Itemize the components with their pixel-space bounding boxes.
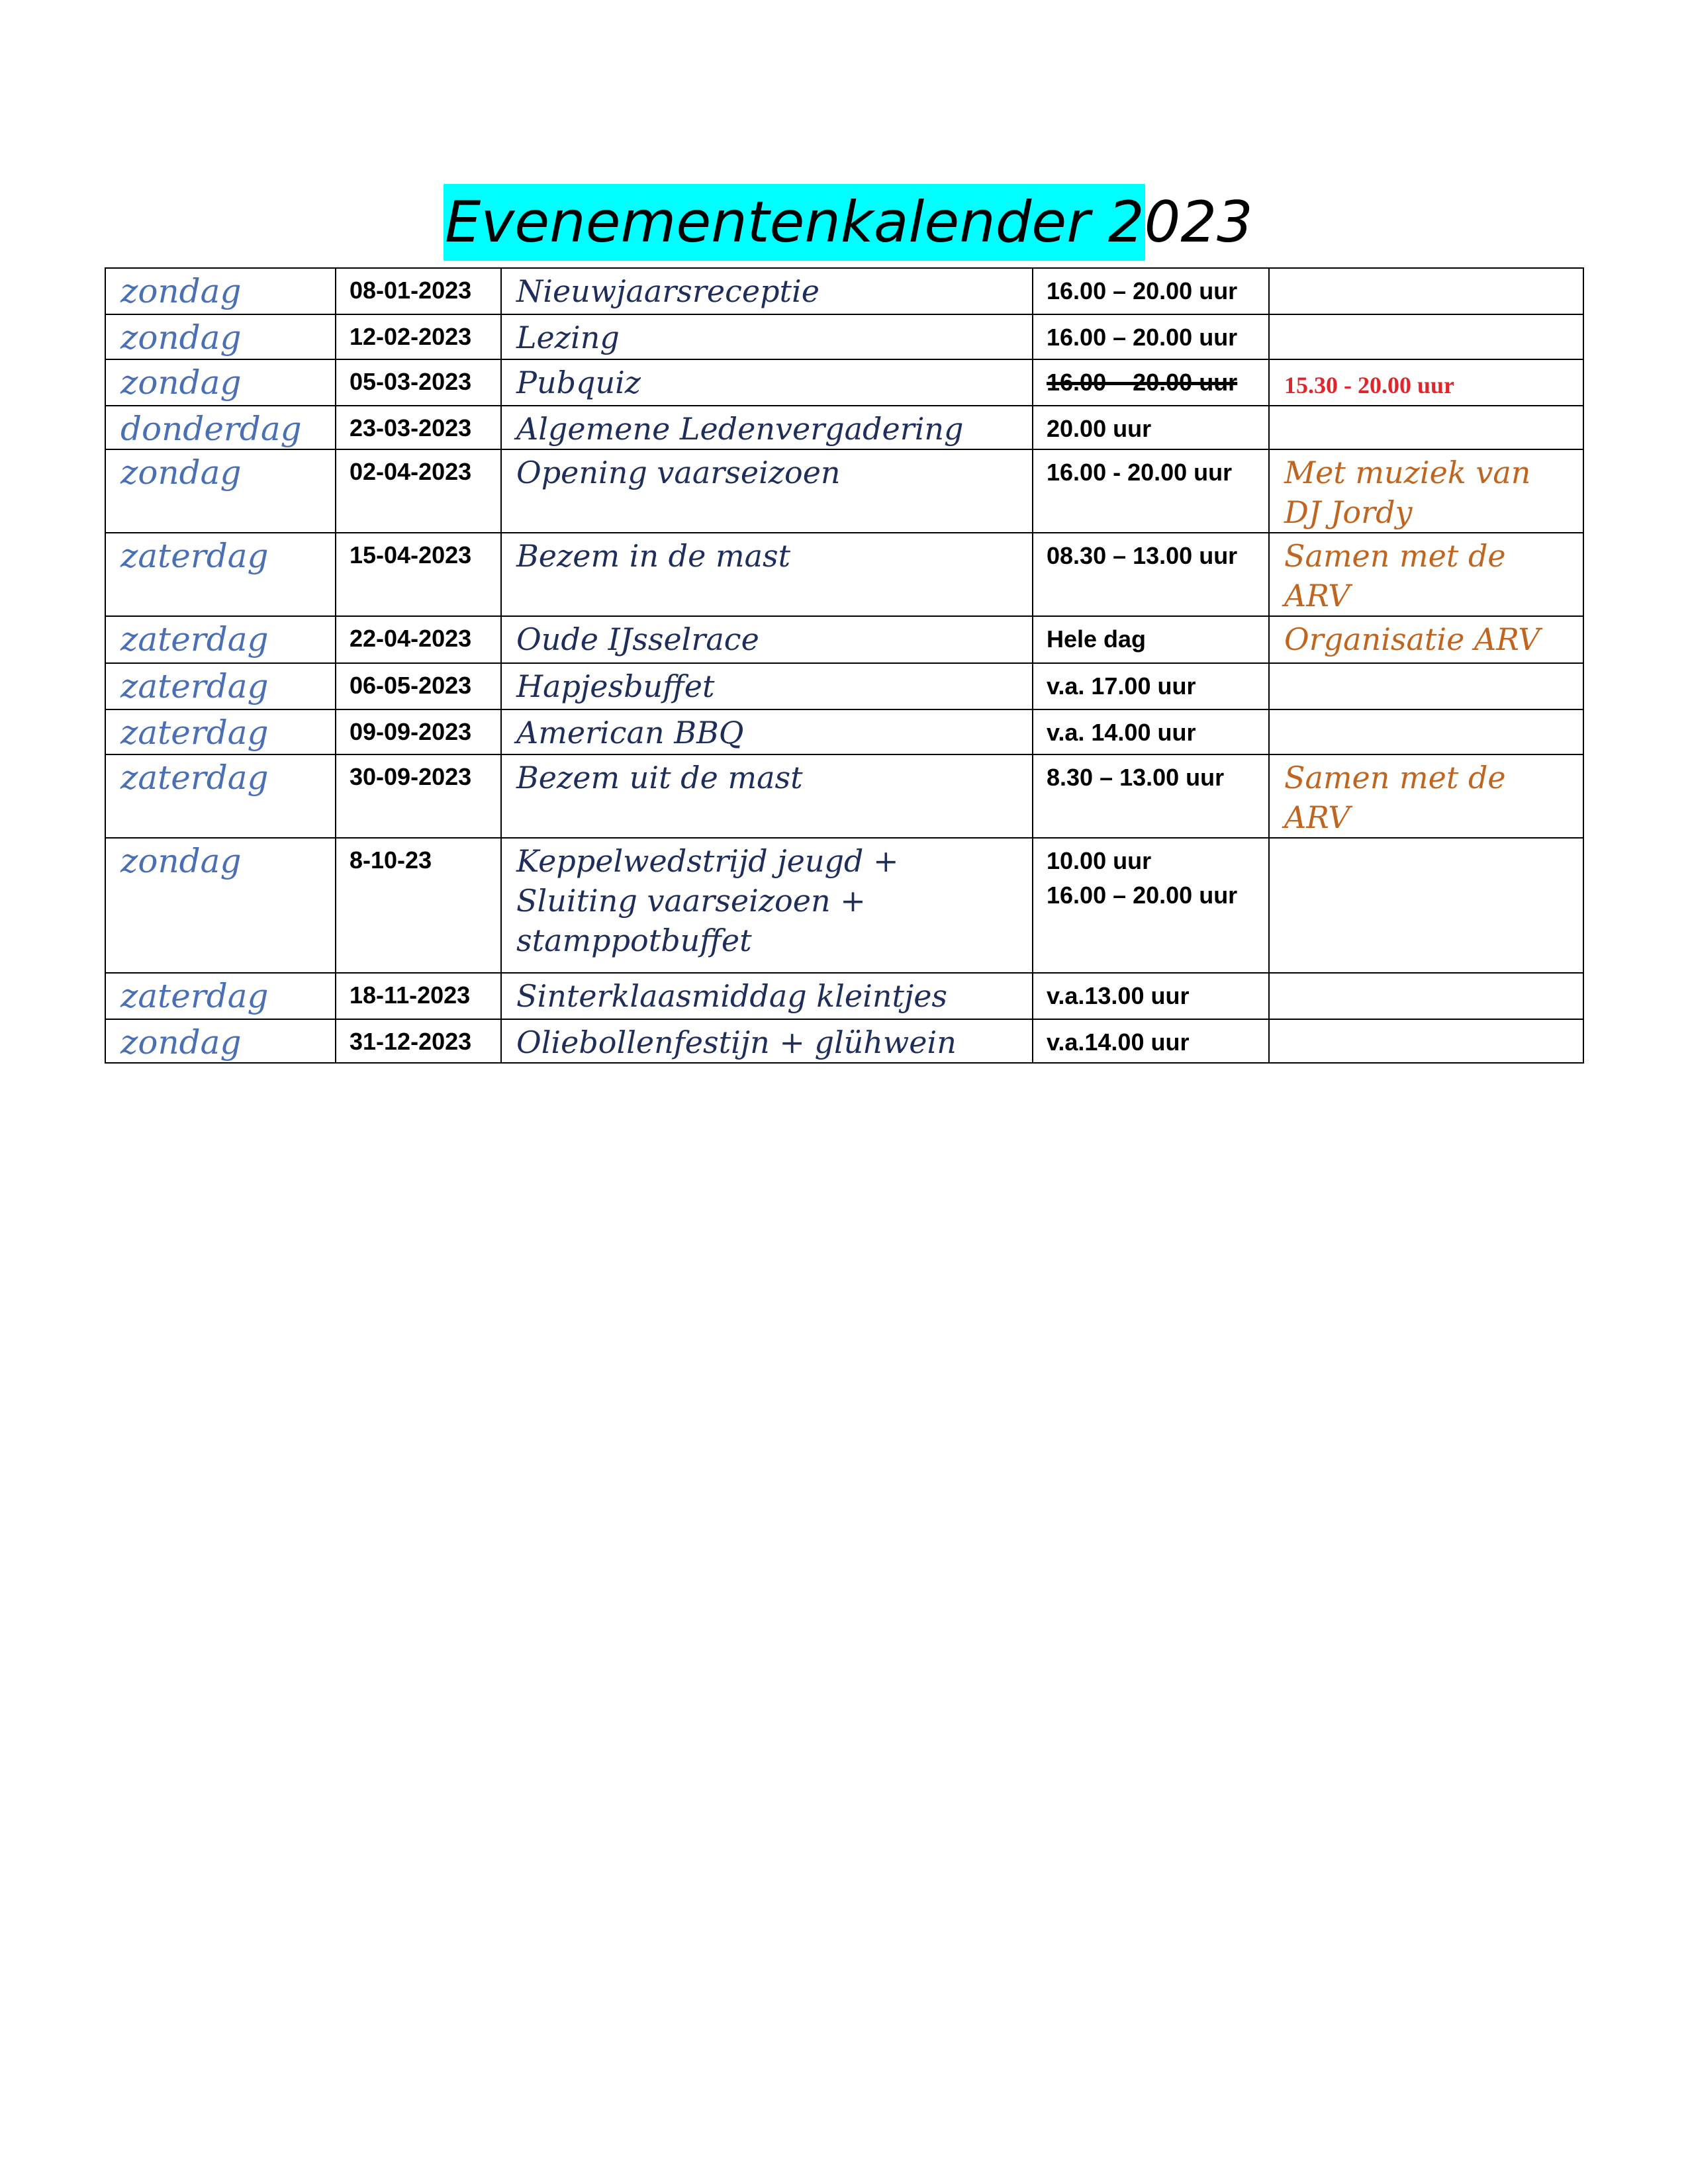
date-cell: 31-12-2023 <box>336 1019 501 1063</box>
note-cell <box>1269 973 1583 1019</box>
note-cell <box>1269 709 1583 754</box>
time-cell <box>1033 359 1269 406</box>
day-cell: zaterdag <box>105 754 336 838</box>
date-cell: 06-05-2023 <box>336 663 501 709</box>
date-cell: 05-03-2023 <box>336 359 501 406</box>
table-row <box>105 314 1583 359</box>
day-cell: zaterdag <box>105 973 336 1019</box>
time-cell: 08.30 – 13.00 uur <box>1033 533 1269 616</box>
table-row <box>105 449 1583 533</box>
page-title: Evenementenkalender 2023 <box>444 184 1145 261</box>
event-cell: Pubquiz <box>501 359 1033 406</box>
event-cell: Oliebollenfestijn + glühwein <box>501 1019 1033 1063</box>
table-row <box>105 1019 1583 1063</box>
table-row <box>105 754 1583 838</box>
time-cell: 20.00 uur <box>1033 406 1269 449</box>
table-row <box>105 533 1583 616</box>
date-cell: 15-04-2023 <box>336 533 501 616</box>
table-row <box>105 616 1583 663</box>
time-cell: 16.00 - 20.00 uur <box>1033 449 1269 533</box>
table-row <box>105 268 1583 314</box>
time-cell: 10.00 uur 16.00 – 20.00 uur <box>1033 838 1269 973</box>
event-cell: Algemene Ledenvergadering <box>501 406 1033 449</box>
table-row <box>105 359 1583 406</box>
date-cell: 22-04-2023 <box>336 616 501 663</box>
event-cell: American BBQ <box>501 709 1033 754</box>
day-cell: donderdag <box>105 406 336 449</box>
event-calendar-table <box>105 267 1584 1064</box>
date-cell: 8-10-23 <box>336 838 501 973</box>
day-cell: zondag <box>105 838 336 973</box>
day-cell: zondag <box>105 268 336 314</box>
note-cell <box>1269 359 1583 406</box>
day-cell: zondag <box>105 359 336 406</box>
note-cell: Samen met de ARV <box>1269 754 1583 838</box>
day-cell: zondag <box>105 1019 336 1063</box>
date-cell: 18-11-2023 <box>336 973 501 1019</box>
note-cell <box>1269 406 1583 449</box>
date-cell: 09-09-2023 <box>336 709 501 754</box>
date-cell: 08-01-2023 <box>336 268 501 314</box>
note-cell: Samen met de ARV <box>1269 533 1583 616</box>
time-cell: 8.30 – 13.00 uur <box>1033 754 1269 838</box>
day-cell: zaterdag <box>105 616 336 663</box>
table-row <box>105 406 1583 449</box>
date-cell: 12-02-2023 <box>336 314 501 359</box>
event-cell: Keppelwedstrijd jeugd + Sluiting vaarseizoen + stamppotbuffet <box>501 838 1033 973</box>
date-cell: 30-09-2023 <box>336 754 501 838</box>
note-cell <box>1269 838 1583 973</box>
event-cell: Oude IJsselrace <box>501 616 1033 663</box>
day-cell: zaterdag <box>105 533 336 616</box>
time-cell: v.a.14.00 uur <box>1033 1019 1269 1063</box>
event-cell: Hapjesbuffet <box>501 663 1033 709</box>
time-cell: v.a.13.00 uur <box>1033 973 1269 1019</box>
time-cell: 16.00 – 20.00 uur <box>1033 268 1269 314</box>
time-cell: Hele dag <box>1033 616 1269 663</box>
cancelled-time: 16.00 – 20.00 uur <box>1047 369 1238 396</box>
day-cell: zaterdag <box>105 663 336 709</box>
table-row <box>105 838 1583 973</box>
note-cell: Met muziek van DJ Jordy <box>1269 449 1583 533</box>
note-cell <box>1269 1019 1583 1063</box>
event-cell: Bezem in de mast <box>501 533 1033 616</box>
note-cell <box>1269 663 1583 709</box>
day-cell: zondag <box>105 314 336 359</box>
changed-time: 15.30 - 20.00 uur <box>1284 372 1455 398</box>
time-cell: 16.00 – 20.00 uur <box>1033 314 1269 359</box>
event-cell: Nieuwjaarsreceptie <box>501 268 1033 314</box>
event-cell: Lezing <box>501 314 1033 359</box>
day-cell: zondag <box>105 449 336 533</box>
event-cell: Bezem uit de mast <box>501 754 1033 838</box>
note-cell <box>1269 314 1583 359</box>
table-row <box>105 973 1583 1019</box>
day-cell: zaterdag <box>105 709 336 754</box>
event-cell: Opening vaarseizoen <box>501 449 1033 533</box>
date-cell: 23-03-2023 <box>336 406 501 449</box>
time-cell: v.a. 14.00 uur <box>1033 709 1269 754</box>
note-cell <box>1269 268 1583 314</box>
event-cell: Sinterklaasmiddag kleintjes <box>501 973 1033 1019</box>
table-row <box>105 663 1583 709</box>
note-cell: Organisatie ARV <box>1269 616 1583 663</box>
date-cell: 02-04-2023 <box>336 449 501 533</box>
time-cell: v.a. 17.00 uur <box>1033 663 1269 709</box>
table-row <box>105 709 1583 754</box>
